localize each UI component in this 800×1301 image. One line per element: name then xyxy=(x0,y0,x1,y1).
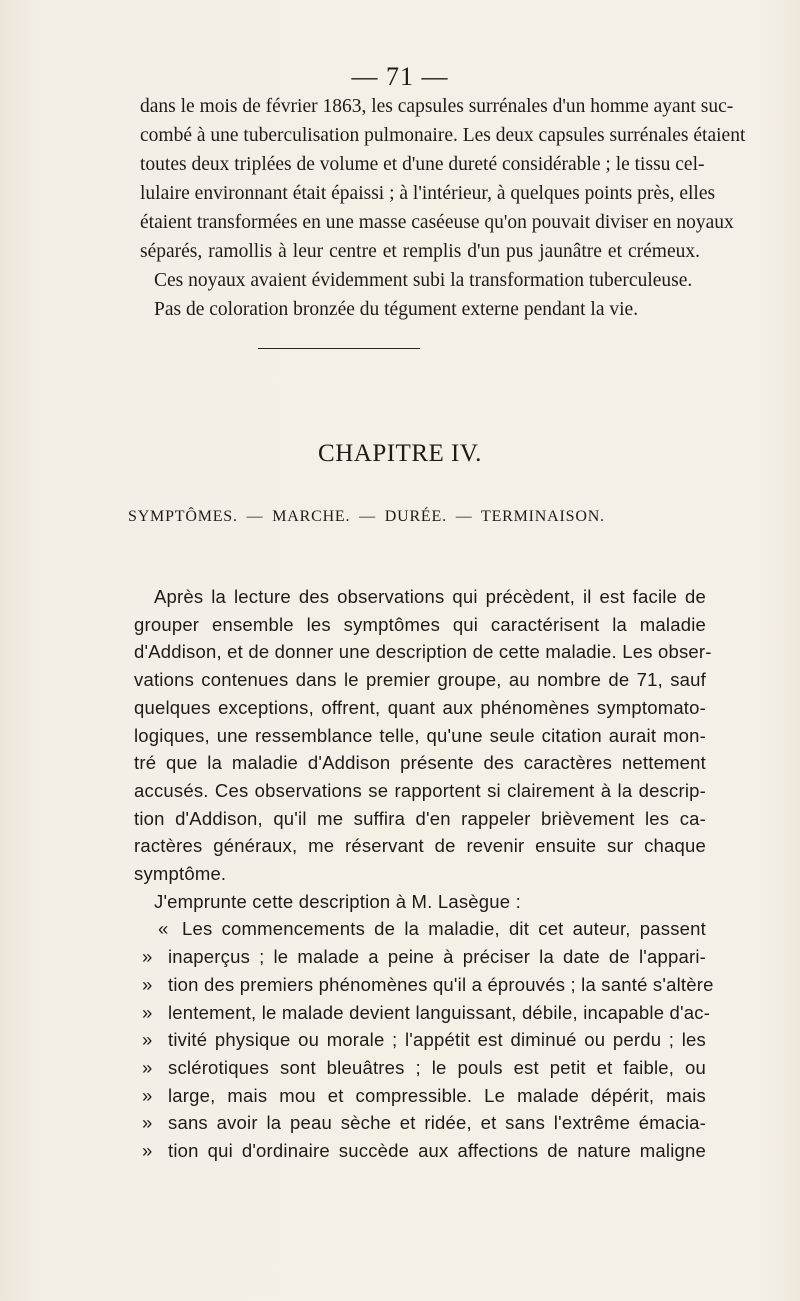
text-line: Pas de coloration bronzée du tégument externe pendant la vie. xyxy=(154,299,639,320)
quote-mark: » xyxy=(142,1056,153,1078)
quote-line: » lentement, le malade devient languissant, débile, incapable d'ac- xyxy=(134,999,706,1027)
quote-mark: » xyxy=(142,1140,153,1162)
quote-line: » large, mais mou et compressible. Le malade dépérit, mais xyxy=(134,1082,706,1110)
text-line: d'Addison, et de donner une description de cette maladie. Les obser- xyxy=(134,641,712,663)
text-line: étaient transformées en une masse caséeuse qu'on pouvait diviser en noyaux xyxy=(140,212,734,233)
text-line: Après la lecture des observations qui précèdent, il est facile de xyxy=(154,586,706,607)
quote-mark: « xyxy=(158,918,169,940)
chapter-subtitle xyxy=(128,508,698,526)
text-line: toutes deux triplées de volume et d'une dureté considérable ; le tissu cel- xyxy=(140,154,705,175)
subtitle-symptomes: SYMPTÔMES. xyxy=(128,508,238,525)
quote-line: » tion qui d'ordinaire succède aux affections de nature maligne xyxy=(134,1137,706,1165)
observation-text xyxy=(140,92,746,324)
text-line: Ces noyaux avaient évidemment subi la transformation tuberculeuse. xyxy=(154,270,693,291)
quote-line: » inaperçus ; le malade a peine à préciser la date de l'appari- xyxy=(134,943,706,971)
quote-line: » tion des premiers phénomènes qu'il a éprouvés ; la santé s'altère xyxy=(134,971,706,999)
text-line: logiques, une ressemblance telle, qu'une seule citation aurait mon- xyxy=(134,724,706,746)
subtitle-duree: DURÉE. xyxy=(384,508,447,525)
text-line: ractères généraux, me réservant de revenir ensuite sur chaque xyxy=(134,835,706,857)
text-line: tré que la maladie d'Addison présente des caractères nettement xyxy=(134,752,706,774)
subtitle-separator: — xyxy=(246,508,264,525)
quote-mark: » xyxy=(142,1001,153,1023)
text-line: symptôme. xyxy=(134,863,227,885)
text-line: dans le mois de février 1863, les capsules surrénales d'un homme ayant suc- xyxy=(140,96,734,117)
text-line: séparés, ramollis à leur centre et remplis d'un pus jaunâtre et crémeux. xyxy=(140,241,700,262)
text-line: grouper ensemble les symptômes qui caractérisent la maladie xyxy=(134,613,706,635)
text-line: tion d'Addison, qu'il me suffira d'en rappeler brièvement les ca- xyxy=(134,807,706,829)
quote-mark: » xyxy=(142,1029,153,1051)
quote-mark: » xyxy=(142,946,153,968)
text-line: lulaire environnant était épaissi ; à l'intérieur, à quelques points près, elles xyxy=(140,183,716,204)
text-line: quelques exceptions, offrent, quant aux phénomènes symptomato- xyxy=(134,696,706,718)
text-line: vations contenues dans le premier groupe, au nombre de 71, sauf xyxy=(134,669,706,691)
quote-mark: » xyxy=(142,1112,153,1134)
subtitle-separator: — xyxy=(359,508,376,525)
page-number: — 71 — xyxy=(351,62,449,91)
section-divider xyxy=(258,348,420,349)
chapter-title: CHAPITRE IV. xyxy=(318,440,482,467)
text-line: combé à une tuberculisation pulmonaire. Les deux capsules surrénales étaient xyxy=(140,125,746,146)
subtitle-terminaison: TERMINAISON. xyxy=(481,508,605,525)
subtitle-separator: — xyxy=(455,508,473,525)
quote-line: » sclérotiques sont bleuâtres ; le pouls est petit et faible, ou xyxy=(134,1054,706,1082)
chapter-body xyxy=(134,583,714,1165)
quote-line: » sans avoir la peau sèche et ridée, et sans l'extrême émacia- xyxy=(134,1109,706,1137)
quote-line: » tivité physique ou morale ; l'appétit est diminué ou perdu ; les xyxy=(134,1026,706,1054)
quote-line: « Les commencements de la maladie, dit cet auteur, passent xyxy=(134,915,706,943)
text-line: J'emprunte cette description à M. Lasègue : xyxy=(154,890,521,912)
quote-mark: » xyxy=(142,973,153,995)
quote-mark: » xyxy=(142,1084,153,1106)
text-line: accusés. Ces observations se rapportent si clairement à la descrip- xyxy=(134,779,706,801)
subtitle-marche: MARCHE. xyxy=(272,508,351,525)
